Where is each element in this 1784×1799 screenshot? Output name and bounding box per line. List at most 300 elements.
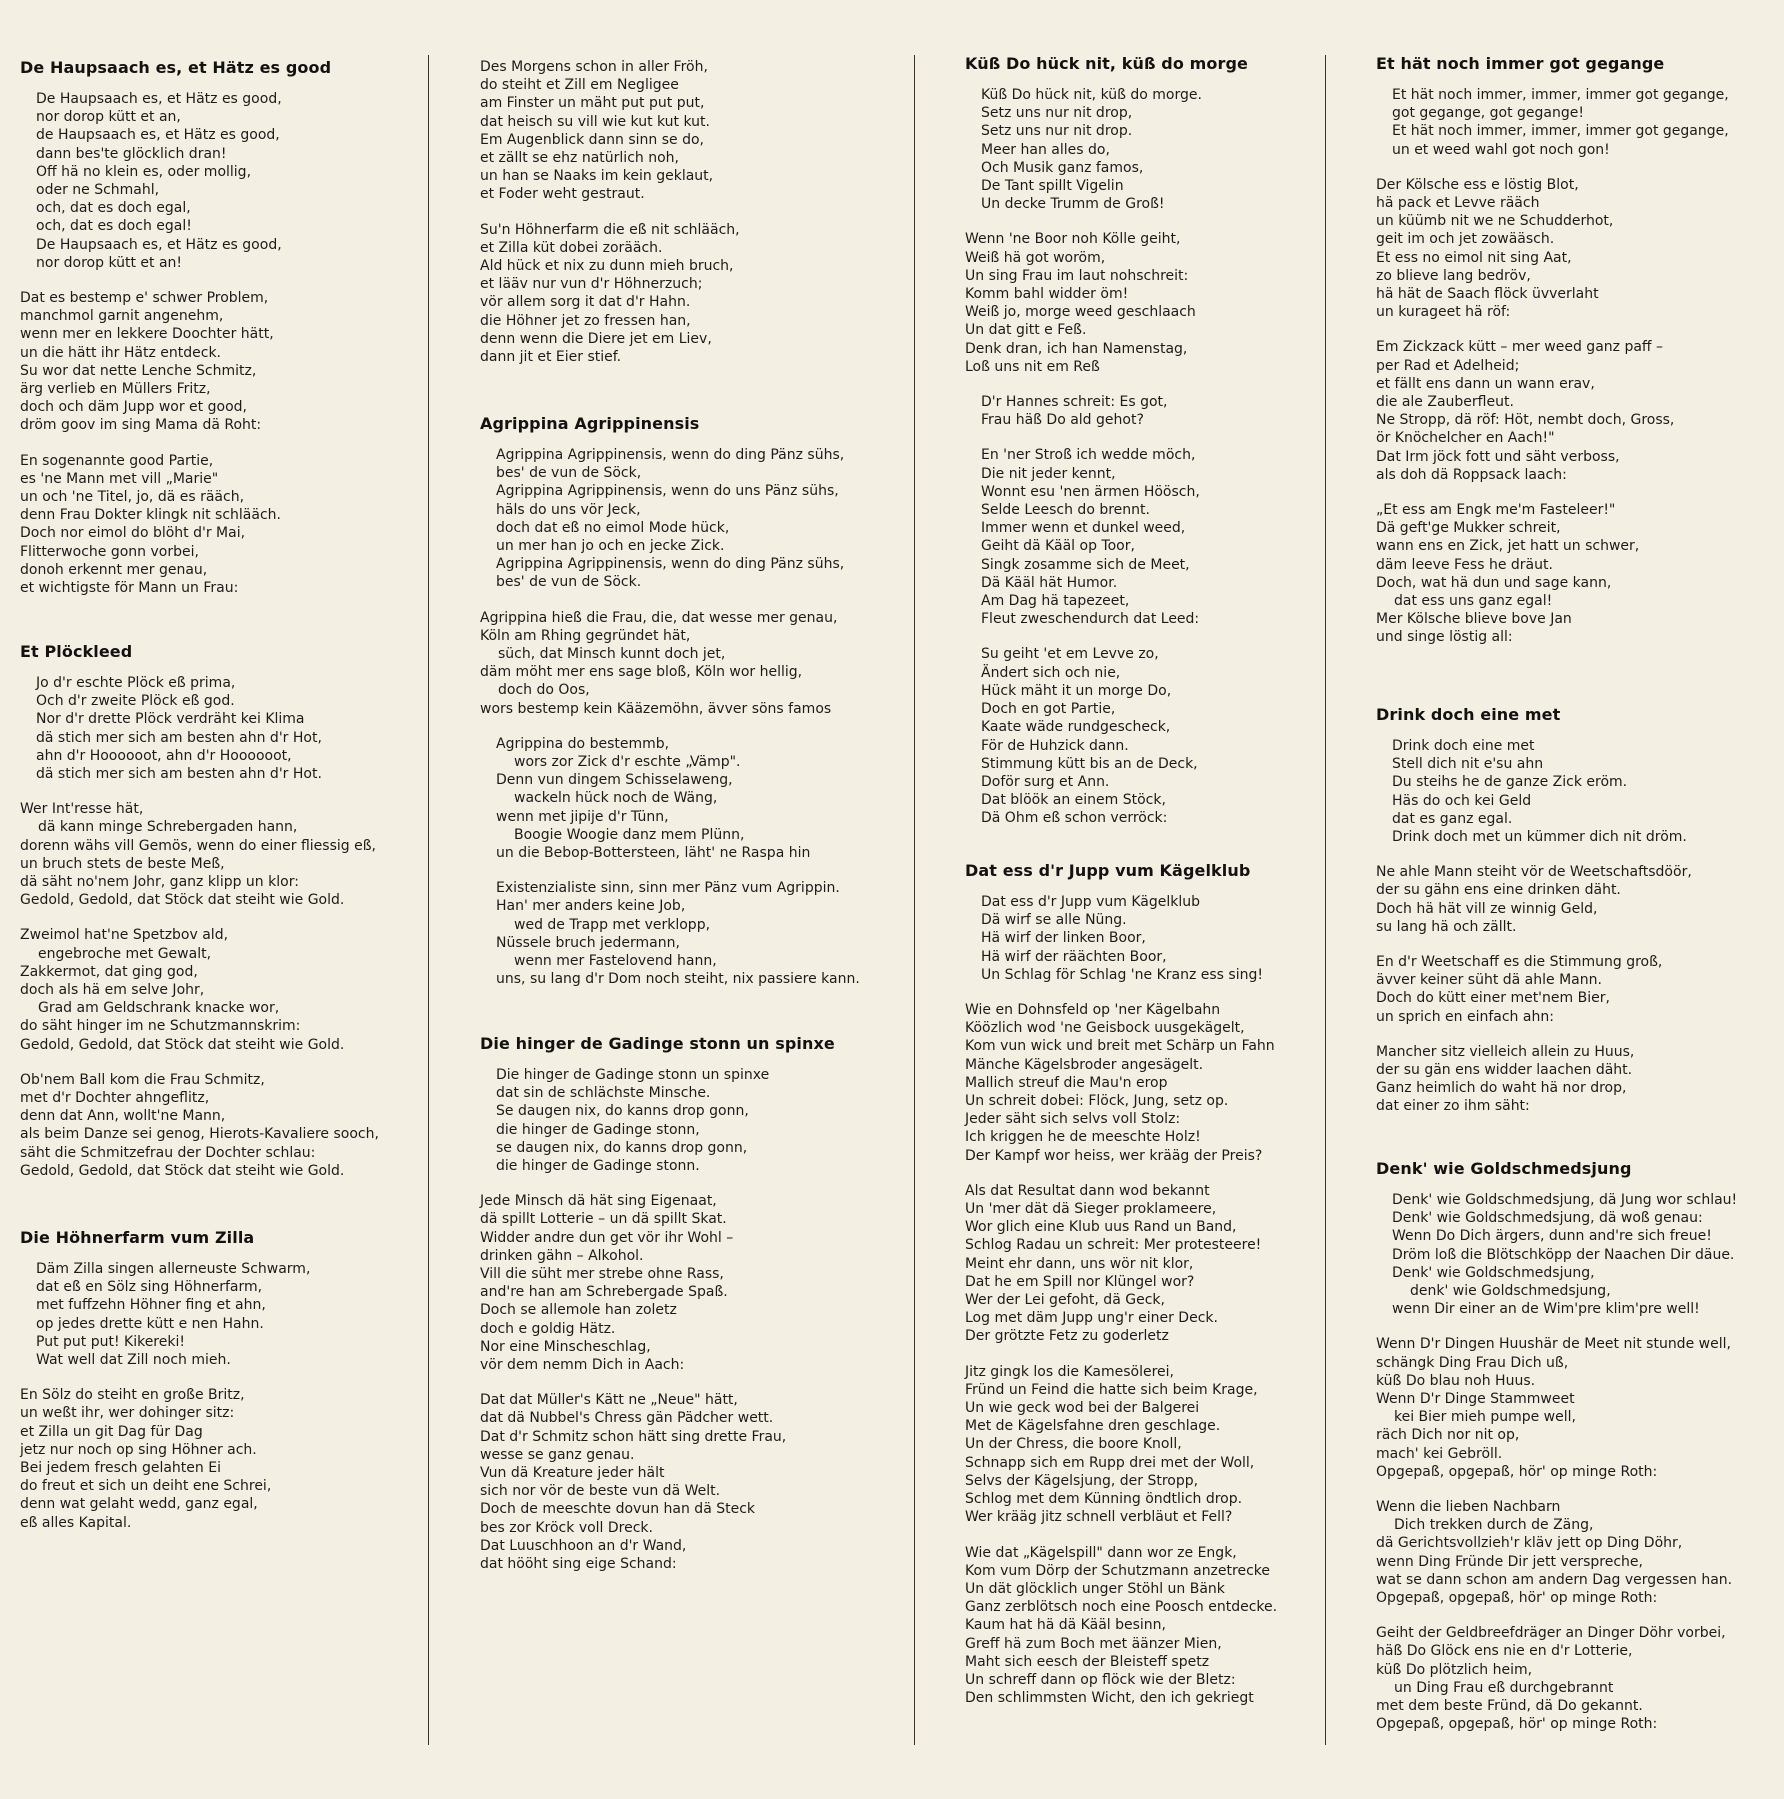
column-divider-3 [1325, 55, 1326, 1745]
lyric-line: Kom vum Dörp der Schutzmann anzetrecke [965, 1562, 1270, 1579]
stanza [1376, 501, 1766, 647]
lyric-line: Jeder säht sich selvs voll Stolz: [965, 1111, 1181, 1128]
lyric-line: wann ens en Zick, jet hatt un schwer, [1376, 538, 1640, 555]
lyric-line: Meint ehr dann, uns wör nit klor, [965, 1255, 1194, 1272]
stanza [965, 1182, 1320, 1346]
lyric-line: dann bes'te glöcklich dran! [36, 145, 227, 162]
lyric-line: am Finster un mäht put put put, [480, 95, 705, 112]
lyric-line: ahn d'r Hoooooot, ahn d'r Hoooooot, [36, 747, 292, 764]
lyric-line: doch do Oos, [498, 682, 590, 699]
lyric-line: et fällt ens dann un wann erav, [1376, 375, 1595, 392]
lyric-line: Agrippina do bestemmb, [496, 735, 670, 752]
lyric-line: ärg verlieb en Müllers Fritz, [20, 381, 211, 398]
lyric-line: vör dem nemm Dich in Aach: [480, 1357, 685, 1374]
lyric-line: do steiht et Zill em Negligee [480, 77, 679, 94]
lyric-line: Agrippina hieß die Frau, die, dat wesse mer genau, [480, 609, 838, 626]
lyric-line: Kaate wäde rundgescheck, [981, 719, 1171, 736]
lyric-line: Denk' wie Goldschmedsjung, dä Jung wor schlau! [1392, 1192, 1738, 1208]
lyric-line: „Et ess am Engk me'm Fasteleer!" [1376, 502, 1616, 519]
lyric-line: För de Huhzick dann. [981, 737, 1129, 754]
lyric-line: do freut et sich un deiht ene Schrei, [20, 1478, 272, 1495]
column-4 [1376, 0, 1766, 1799]
lyric-line: Dat Luuschhoon an d'r Wand, [480, 1537, 687, 1554]
song-title: Denk' wie Goldschmedsjung [1376, 1159, 1632, 1178]
lyric-line: Doch do kütt einer met'nem Bier, [1376, 990, 1610, 1007]
lyric-line: nor dorop kütt et an, [36, 109, 181, 126]
song-title: Agrippina Agrippinensis [480, 414, 700, 433]
lyric-line: ör Knöchelcher en Aach!" [1376, 430, 1555, 447]
lyric-line: schängk Ding Frau Dich uß, [1376, 1354, 1569, 1371]
lyric-line: Log met däm Jupp ung'r einer Deck. [965, 1310, 1218, 1327]
song [1376, 1159, 1766, 1733]
stanza [20, 800, 420, 909]
lyric-line: Schnapp sich em Rupp drei met der Woll, [965, 1454, 1255, 1471]
stanza [1376, 1043, 1766, 1116]
lyric-line: Dröm loß die Blötschköpp der Naachen Dir däue. [1392, 1246, 1735, 1263]
lyric-line: Nor eine Minscheschlag, [480, 1338, 651, 1355]
lyric-line: die ale Zauberfleut. [1376, 394, 1514, 411]
lyric-line: Wenn D'r Dinge Stammweet [1376, 1391, 1575, 1408]
lyric-line: su lang hä och zällt. [1376, 918, 1517, 935]
lyric-line: Doför surg et Ann. [981, 773, 1110, 790]
lyric-line: dä stich mer sich am besten ahn d'r Hot. [36, 766, 322, 783]
lyric-line: Stell dich nit e'su ahn [1392, 756, 1544, 773]
lyric-line: die Höhner jet zo fressen han, [480, 312, 691, 329]
lyric-line: dat einer zo ihm säht: [1376, 1098, 1530, 1115]
lyric-line: Der Kölsche ess e löstig Blot, [1376, 176, 1579, 193]
lyric-line: ävver keiner süht dä ahle Mann. [1376, 972, 1602, 989]
column-3 [965, 0, 1320, 1799]
song [480, 1034, 900, 1573]
lyric-line: oder ne Schmahl, [36, 182, 160, 199]
lyric-line: jetz nur noch op sing Höhner ach. [20, 1441, 257, 1458]
lyric-line: doch als hä em selve Johr, [20, 982, 205, 999]
lyric-line: uns, su lang d'r Dom noch steiht, nix passiere kann. [496, 971, 860, 988]
lyric-line: doch dat eß no eimol Mode hück, [496, 519, 730, 536]
lyric-line: Denk dran, ich han Namenstag, [965, 340, 1188, 357]
column-1 [20, 0, 420, 1799]
lyric-line: die hinger de Gadinge stonn, [496, 1121, 700, 1138]
lyric-line: Mänche Kägelsbroder angesägelt. [965, 1056, 1204, 1073]
lyric-line: Dat he em Spill nor Klüngel wor? [965, 1273, 1195, 1290]
lyric-line: Agrippina Agrippinensis, wenn do uns Pänz sühs, [496, 483, 839, 500]
lyric-line: dat eß en Sölz sing Höhnerfarm, [36, 1279, 263, 1296]
song-title: Küß Do hück nit, küß do morge [965, 54, 1248, 73]
lyric-line: dä kann minge Schrebergaden hann, [38, 819, 298, 836]
stanza [1376, 1335, 1766, 1481]
lyric-line: un et weed wahl got noch gon! [1392, 141, 1610, 158]
lyric-line: Du steihs he de ganze Zick eröm. [1392, 774, 1628, 791]
lyric-line: Fleut zweschendurch dat Leed: [981, 611, 1200, 628]
lyric-line: Su geiht 'et em Levve zo, [981, 646, 1159, 663]
lyric-line: Die nit jeder kennt, [981, 465, 1116, 482]
lyric-line: Der Kampf wor heiss, wer krääg der Preis? [965, 1147, 1263, 1164]
lyric-line: Loß uns nit em Reß [965, 358, 1100, 375]
lyric-line: Mallich streuf die Mau'n erop [965, 1074, 1168, 1091]
lyric-line: Wie dat „Kägelspill" dann wor ze Engk, [965, 1544, 1237, 1561]
lyric-line: Denk' wie Goldschmedsjung, dä woß genau: [1392, 1210, 1703, 1227]
lyric-line: hä pack et Levve rääch [1376, 195, 1540, 212]
stanza [1376, 338, 1766, 484]
lyric-line: Opgepaß, opgepaß, hör' op minge Roth: [1376, 1590, 1658, 1607]
stanza [1376, 953, 1766, 1026]
lyric-line: Boogie Woogie danz mem Plünn, [514, 826, 745, 843]
lyric-line: doch och däm Jupp wor et good, [20, 399, 247, 416]
lyric-line: Wenn D'r Dingen Huushär de Meet nit stunde well, [1376, 1336, 1731, 1353]
lyric-line: met dem beste Fründ, dä Do gekannt. [1376, 1698, 1643, 1715]
stanza [20, 1386, 420, 1532]
lyric-line: Su'n Höhnerfarm die eß nit schlääch, [480, 221, 740, 238]
lyric-line: manchmol garnit angenehm, [20, 308, 224, 325]
lyric-line: doch e goldig Hätz. [480, 1320, 616, 1337]
lyric-line: Des Morgens schon in aller Fröh, [480, 59, 708, 75]
lyric-line: Agrippina Agrippinensis, wenn do ding Pänz sühs, [496, 556, 845, 573]
lyric-line: wackeln hück noch de Wäng, [514, 790, 718, 807]
lyric-line: et Zilla küt dobei zorääch. [480, 239, 663, 256]
lyric-line: wed de Trapp met verklopp, [514, 916, 711, 933]
lyric-line: als beim Danze sei genog, Hierots-Kavaliere sooch, [20, 1126, 379, 1143]
lyric-line: got gegange, got gegange! [1392, 105, 1584, 122]
stanza [20, 289, 420, 435]
stanza [1376, 1498, 1766, 1607]
lyric-line: De Haupsaach es, et Hätz es good, [36, 236, 282, 253]
lyric-line: Dat es bestemp e' schwer Problem, [20, 290, 269, 307]
lyric-line: bes zor Kröck voll Dreck. [480, 1519, 653, 1536]
lyric-line: Opgepaß, opgepaß, hör' op minge Roth: [1376, 1716, 1658, 1733]
lyric-line: Wenn die lieben Nachbarn [1376, 1499, 1561, 1516]
lyric-line: Doch en got Partie, [981, 701, 1116, 718]
lyric-line: denk' wie Goldschmedsjung, [1410, 1283, 1611, 1300]
stanza [965, 393, 1320, 429]
lyric-line: Existenzialiste sinn, sinn mer Pänz vum Agrippin. [496, 880, 840, 897]
lyric-line: Geiht dä Kääl op Toor, [981, 538, 1135, 555]
lyric-line: Off hä no klein es, oder mollig, [36, 163, 252, 180]
stanza [480, 1192, 900, 1374]
lyric-line: Dä wirf se alle Nüng. [981, 912, 1127, 929]
stanza [480, 609, 900, 718]
lyric-line: sich nor vör de beste vun dä Welt. [480, 1483, 721, 1500]
stanza [965, 230, 1320, 376]
lyric-line: Wenn 'ne Boor noh Kölle geiht, [965, 231, 1181, 248]
lyric-line: Ganz zerblötsch noch eine Poosch entdecke. [965, 1599, 1278, 1616]
lyric-line: Un Schlag för Schlag 'ne Kranz ess sing! [981, 966, 1263, 983]
lyric-line: kei Bier mieh pumpe well, [1394, 1409, 1576, 1426]
stanza [965, 893, 1320, 984]
song-title: Die hinger de Gadinge stonn un spinxe [480, 1034, 835, 1053]
stanza [965, 645, 1320, 827]
lyric-line: Frau häß Do ald gehot? [981, 412, 1144, 429]
song-title: Drink doch eine met [1376, 705, 1561, 724]
lyric-line: et Foder weht gestraut. [480, 186, 645, 203]
lyric-line: un küümb nit we ne Schudderhot, [1376, 213, 1614, 230]
stanza [1376, 86, 1766, 159]
lyric-line: En sogenannte good Partie, [20, 452, 214, 469]
lyric-line: wenn mer en lekkere Doochter hätt, [20, 326, 274, 343]
lyric-line: Jo d'r eschte Plöck eß prima, [36, 675, 236, 691]
lyric-line: die hinger de Gadinge stonn. [496, 1158, 700, 1175]
song [480, 414, 900, 988]
lyric-line: et wichtigste för Mann un Frau: [20, 580, 239, 597]
lyric-line: dat dä Nubbel's Chress gän Pädcher wett. [480, 1410, 774, 1427]
stanza [480, 879, 900, 988]
lyric-line: drinken gähn – Alkohol. [480, 1247, 644, 1264]
lyric-line: dann jit et Eier stief. [480, 349, 622, 366]
lyric-line: Jitz gingk los die Kamesölerei, [965, 1363, 1174, 1380]
lyric-line: Dich trekken durch de Zäng, [1394, 1517, 1594, 1534]
lyric-line: Ich kriggen he de meeschte Holz! [965, 1129, 1201, 1146]
lyric-line: Köözlich wod 'ne Geisbock uusgekägelt, [965, 1020, 1245, 1037]
song [20, 1228, 420, 1532]
column-divider-1 [428, 55, 429, 1745]
stanza [480, 735, 900, 862]
song [1376, 705, 1766, 1116]
lyric-line: Met de Kägelsfahne dren geschlage. [965, 1418, 1221, 1435]
lyric-line: Un decke Trumm de Groß! [981, 196, 1165, 213]
lyric-line: engebroche met Gewalt, [38, 945, 212, 962]
song-title: Et hät noch immer got gegange [1376, 54, 1665, 73]
lyric-line: un Ding Frau eß durchgebrannt [1394, 1679, 1614, 1696]
lyric-line: Un schreit dobei: Flöck, Jung, setz op. [965, 1093, 1229, 1110]
lyric-line: Han' mer anders keine Job, [496, 898, 686, 915]
lyric-line: Gedold, Gedold, dat Stöck dat steiht wie Gold. [20, 1162, 345, 1179]
stanza [1376, 176, 1766, 322]
lyric-line: Och d'r zweite Plöck eß god. [36, 693, 235, 710]
column-2 [480, 0, 900, 1799]
lyric-line: denn wenn die Diere jet em Liev, [480, 330, 712, 347]
song-title: Et Plöckleed [20, 642, 133, 661]
lyric-line: dat es ganz egal. [1392, 810, 1513, 827]
lyric-line: häls do uns vör Jeck, [496, 501, 641, 518]
lyric-line: Un 'mer dät dä Sieger proklameere, [965, 1201, 1217, 1218]
lyric-line: Der grötzte Fetz zu goderletz [965, 1328, 1169, 1345]
lyric-line: wenn met jipije d'r Tünn, [496, 808, 669, 825]
lyric-line: Kaum hat hä dä Kääl besinn, [965, 1617, 1166, 1634]
lyric-line: Dat Irm jöck fott und säht verboss, [1376, 448, 1620, 465]
song-title: Die Höhnerfarm vum Zilla [20, 1228, 255, 1247]
lyric-line: Doch de meeschte dovun han dä Steck [480, 1501, 756, 1518]
lyric-line: wenn mer Fastelovend hann, [514, 953, 717, 970]
lyric-line: denn Frau Dokter klingk nit schlääch. [20, 507, 281, 524]
lyric-line: Geiht der Geldbreefdräger an Dinger Döhr vorbei, [1376, 1625, 1726, 1642]
lyric-line: Un wie geck wod bei der Balgerei [965, 1400, 1200, 1417]
lyric-line: op jedes drette kütt e nen Hahn. [36, 1315, 264, 1332]
lyric-line: Agrippina Agrippinensis, wenn do ding Pänz sühs, [496, 447, 845, 463]
stanza [20, 452, 420, 598]
lyric-line: häß Do Glöck ens nie en d'r Lotterie, [1376, 1643, 1633, 1660]
lyric-line: Grad am Geldschrank knacke wor, [38, 1000, 280, 1017]
lyric-line: däm möht mer ens sage bloß, Köln wor hellig, [480, 664, 803, 681]
lyric-line: un die hätt ihr Hätz entdeck. [20, 344, 222, 361]
lyric-line: Widder andre dun get vör ihr Wohl – [480, 1229, 734, 1246]
lyric-line: Ganz heimlich do waht hä nor drop, [1376, 1080, 1627, 1097]
lyric-line: Nüssele bruch jedermann, [496, 934, 680, 951]
lyric-line: Su wor dat nette Lenche Schmitz, [20, 362, 257, 379]
lyric-line: Setz uns nur nit drop. [981, 123, 1133, 140]
stanza [480, 446, 900, 592]
lyric-line: Ne ahle Mann steiht vör de Weetschaftsdöör, [1376, 864, 1692, 881]
lyric-line: Ob'nem Ball kom die Frau Schmitz, [20, 1071, 265, 1088]
column-divider-2 [914, 55, 915, 1745]
stanza [480, 1391, 900, 1573]
lyric-line: De Tant spillt Vigelin [981, 178, 1124, 195]
lyric-line: Weiß hä got woröm, [965, 249, 1106, 266]
lyric-line: met fuffzehn Höhner fing et ahn, [36, 1297, 266, 1314]
lyric-line: Wer krääg jitz schnell verbläut et Fell? [965, 1509, 1233, 1526]
lyric-line: dä spillt Lotterie – un dä spillt Skat. [480, 1211, 727, 1228]
lyric-line: dat ess uns ganz egal! [1394, 593, 1553, 610]
lyric-line: Doch se allemole han zoletz [480, 1302, 677, 1319]
lyric-line: Em Zickzack kütt – mer weed ganz paff – [1376, 339, 1663, 356]
lyric-line: Weiß jo, morge weed geschlaach [965, 304, 1196, 321]
lyric-line: Un sing Frau im laut nohschreit: [965, 267, 1189, 284]
lyric-line: Meer han alles do, [981, 141, 1110, 158]
song [1376, 54, 1766, 647]
lyric-line: Am Dag hä tapezeet, [981, 593, 1130, 610]
lyric-line: und singe löstig all: [1376, 629, 1513, 646]
lyric-line: Wonnt esu 'nen ärmen Höösch, [981, 483, 1200, 500]
lyric-line: Wer Int'resse hät, [20, 801, 144, 818]
lyric-line: Jede Minsch dä hät sing Eigenaat, [480, 1193, 717, 1210]
stanza [20, 90, 420, 272]
lyric-line: Put put put! Kikereki! [36, 1333, 185, 1350]
lyric-line: do säht hinger im ne Schutzmannskrim: [20, 1018, 301, 1035]
lyric-line: Vun dä Kreature jeder hält [480, 1465, 665, 1482]
lyric-line: wenn Ding Fründe Dir jett verspreche, [1376, 1553, 1643, 1570]
lyric-line: Hück mäht it un morge Do, [981, 682, 1172, 699]
lyric-line: Wer der Lei gefoht, dä Geck, [965, 1292, 1165, 1309]
lyric-line: Och Musik ganz famos, [981, 159, 1144, 176]
lyric-line: Dat d'r Schmitz schon hätt sing drette Frau, [480, 1428, 787, 1445]
lyric-line: eß alles Kapital. [20, 1514, 132, 1531]
lyric-line: dorenn wähs vill Gemös, wenn do einer fliessig eß, [20, 837, 376, 854]
lyric-line: Köln am Rhing gegründet hät, [480, 627, 691, 644]
lyric-line: Se daugen nix, do kanns drop gonn, [496, 1103, 749, 1120]
lyric-line: Mancher sitz vielleich allein zu Huus, [1376, 1043, 1635, 1060]
lyric-line: un han se Naaks im kein geklaut, [480, 168, 714, 185]
lyric-line: dat sin de schlächste Minsche. [496, 1085, 711, 1102]
lyric-line: Dat blöök an einem Stöck, [981, 792, 1166, 809]
lyric-line: Fründ un Feind die hatte sich beim Krage, [965, 1381, 1258, 1398]
lyric-line: Greff hä zum Boch met äänzer Mien, [965, 1635, 1222, 1652]
lyric-line: als doh dä Roppsack laach: [1376, 466, 1567, 483]
lyric-line: Doch nor eimol do blöht d'r Mai, [20, 525, 246, 542]
lyric-line: Wat well dat Zill noch mieh. [36, 1352, 231, 1369]
lyric-line: geit im och jet zowääsch. [1376, 231, 1555, 248]
lyric-line: Komm bahl widder öm! [965, 286, 1129, 303]
lyric-line: donoh erkennt mer genau, [20, 561, 208, 578]
lyric-line: Gedold, Gedold, dat Stöck dat steiht wie Gold. [20, 1036, 345, 1053]
lyric-line: Setz uns nur nit drop, [981, 105, 1133, 122]
stanza [1376, 1624, 1766, 1733]
lyric-line: och, dat es doch egal! [36, 218, 192, 235]
stanza [965, 1001, 1320, 1165]
lyric-line: Maht sich eesch der Bleisteff spetz [965, 1653, 1210, 1670]
lyric-line: un sprich en einfach ahn: [1376, 1008, 1554, 1025]
lyric-line: Un dät glöcklich unger Stöhl un Bänk [965, 1580, 1225, 1597]
lyric-line: Schlog met dem Künning öndtlich drop. [965, 1491, 1243, 1508]
lyric-line: De Haupsaach es, et Hätz es good, [36, 91, 282, 107]
lyric-line: Nor d'r drette Plöck verdräht kei Klima [36, 711, 305, 728]
lyric-line: denn wat gelaht wedd, ganz egal, [20, 1496, 258, 1513]
song-title: De Haupsaach es, et Hätz es good [20, 58, 332, 77]
lyric-line: Un schreff dann op flöck wie der Bletz: [965, 1671, 1236, 1688]
lyric-line: de Haupsaach es, et Hätz es good, [36, 127, 280, 144]
song [965, 54, 1320, 828]
lyric-line: En d'r Weetschaff es die Stimmung groß, [1376, 954, 1663, 971]
stanza [20, 674, 420, 783]
lyric-line: küß Do plötzlich heim, [1376, 1661, 1533, 1678]
lyric-line: hä hät de Saach flöck üvverlaht [1376, 286, 1599, 303]
lyric-line: vör allem sorg it dat d'r Hahn. [480, 294, 691, 311]
lyric-line: es 'ne Mann met vill „Marie" [20, 470, 219, 487]
song [20, 642, 420, 1180]
lyric-line: met d'r Dochter ahngeflitz, [20, 1090, 210, 1107]
lyric-line: süch, dat Minsch kunnt doch jet, [498, 646, 726, 663]
lyric-line: dä stich mer sich am besten ahn d'r Hot, [36, 729, 322, 746]
lyric-line: Denn vun dingem Schisselaweng, [496, 772, 733, 789]
lyric-line: denn dat Ann, wollt'ne Mann, [20, 1108, 226, 1125]
lyric-line: Un dat gitt e Feß. [965, 322, 1087, 339]
song [480, 58, 900, 366]
lyric-line: Däm Zilla singen allerneuste Schwarm, [36, 1261, 311, 1277]
stanza [20, 1260, 420, 1369]
lyric-line: Et ess no eimol nit sing Aat, [1376, 249, 1572, 266]
lyric-line: Et hät noch immer, immer, immer got gegange, [1392, 87, 1729, 103]
lyric-line: räch Dich nor nit op, [1376, 1427, 1520, 1444]
lyric-line: Em Augenblick dann sinn se do, [480, 131, 704, 148]
lyric-line: and're han am Schrebergade Spaß. [480, 1284, 728, 1301]
lyric-line: Küß Do hück nit, küß do morge. [981, 87, 1202, 103]
lyric-line: dä säht no'nem Johr, ganz klipp un klor: [20, 874, 299, 891]
stanza [1376, 863, 1766, 936]
lyric-line: et Zilla un git Dag für Dag [20, 1423, 203, 1440]
lyric-line: dröm goov im sing Mama dä Roht: [20, 417, 262, 434]
stanza [480, 58, 900, 204]
lyric-line: Dä Ohm eß schon verröck: [981, 810, 1168, 827]
lyric-line: Mer Kölsche blieve bove Jan [1376, 611, 1572, 628]
lyric-line: wat se dann schon am andern Dag vergessen han. [1376, 1571, 1733, 1588]
lyric-line: En 'ner Stroß ich wedde möch, [981, 447, 1196, 464]
lyric-line: bes' de vun de Söck. [496, 574, 642, 591]
stanza [20, 1071, 420, 1180]
lyric-line: un die Bebop-Bottersteen, läht' ne Raspa hin [496, 845, 811, 862]
lyric-line: un och 'ne Titel, jo, dä es rääch, [20, 489, 245, 506]
song [20, 58, 420, 597]
lyric-line: Vill die süht mer strebe ohne Rass, [480, 1266, 724, 1283]
stanza [20, 926, 420, 1053]
lyric-line: Et hät noch immer, immer, immer got gegange, [1392, 123, 1729, 140]
lyric-line: och, dat es doch egal, [36, 200, 191, 217]
lyric-line: et zällt se ehz natürlich noh, [480, 150, 679, 167]
lyric-line: Hä wirf der linken Boor, [981, 930, 1146, 947]
lyric-line: Zweimol hat'ne Spetzbov ald, [20, 927, 229, 944]
lyric-line: Wenn Do Dich ärgers, dunn and're sich freue! [1392, 1228, 1712, 1245]
lyric-line: Selvs der Kägelsjung, der Stropp, [965, 1472, 1199, 1489]
stanza [1376, 1191, 1766, 1318]
lyric-line: Gedold, Gedold, dat Stöck dat steiht wie Gold. [20, 892, 345, 909]
lyric-line: Die hinger de Gadinge stonn un spinxe [496, 1067, 770, 1083]
lyric-line: dat heisch su vill wie kut kut kut. [480, 113, 710, 130]
lyric-line: Opgepaß, opgepaß, hör' op minge Roth: [1376, 1463, 1658, 1480]
lyric-line: Drink doch met un kümmer dich nit dröm. [1392, 829, 1687, 846]
lyric-line: Ändert sich och nie, [981, 664, 1121, 681]
lyric-line: nor dorop kütt et an! [36, 254, 183, 271]
lyric-line: Dä geft'ge Mukker schreit, [1376, 520, 1561, 537]
song [965, 861, 1320, 1707]
lyric-line: Häs do och kei Geld [1392, 792, 1532, 809]
lyric-line: D'r Hannes schreit: Es got, [981, 394, 1168, 411]
lyric-line: Flitterwoche gonn vorbei, [20, 543, 199, 560]
